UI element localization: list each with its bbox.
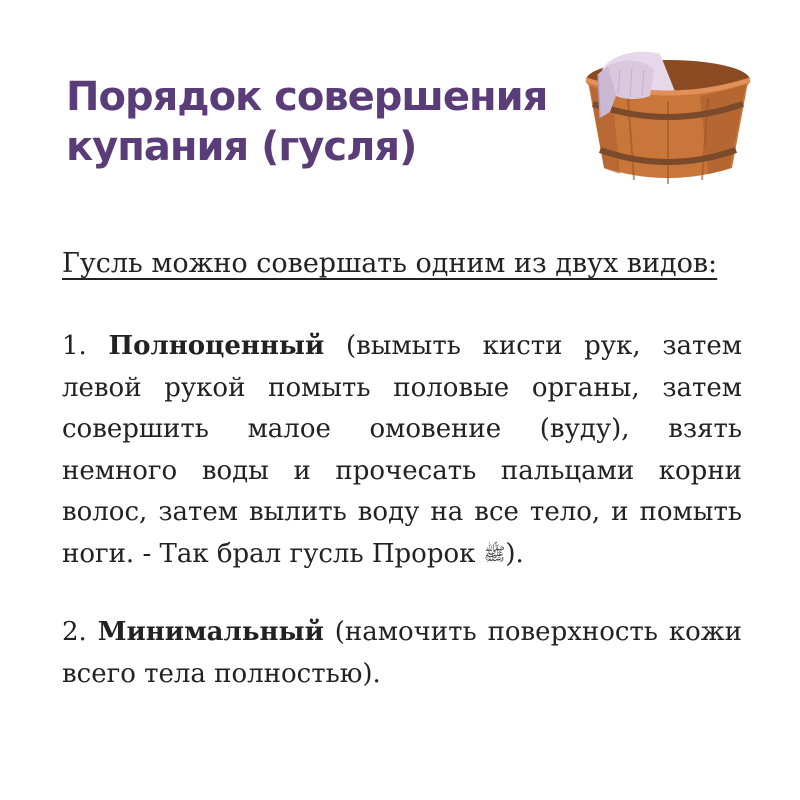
list-item-2 — [62, 612, 742, 695]
item-text: (намочить поверхность кожи всего тела полностью). — [62, 617, 742, 689]
item-tail: ). — [505, 538, 524, 569]
item-text: (вымыть кисти рук, затем левой рукой помыть половые органы, затем совершить малое омовение (вуду), взять немного воды и прочесать пальцами корни волос, затем вылить воду на все тело, и помыть ноги. - Так брал гусль Пророк — [62, 331, 742, 569]
item-name: Минимальный — [97, 617, 324, 647]
salawat-symbol-icon: ﷺ — [483, 543, 506, 565]
intro-text: Гусль можно совершать одним из двух видов: — [62, 248, 718, 279]
title-line-2: купания (гусля) — [66, 124, 417, 170]
item-number: 2. — [62, 617, 87, 647]
list-item-1 — [62, 326, 742, 575]
title-line-1: Порядок совершения — [66, 74, 548, 120]
page-title — [66, 72, 547, 172]
item-name: Полноценный — [108, 331, 325, 361]
wooden-bucket-with-towel-icon — [580, 40, 755, 190]
item-number: 1. — [62, 331, 87, 361]
